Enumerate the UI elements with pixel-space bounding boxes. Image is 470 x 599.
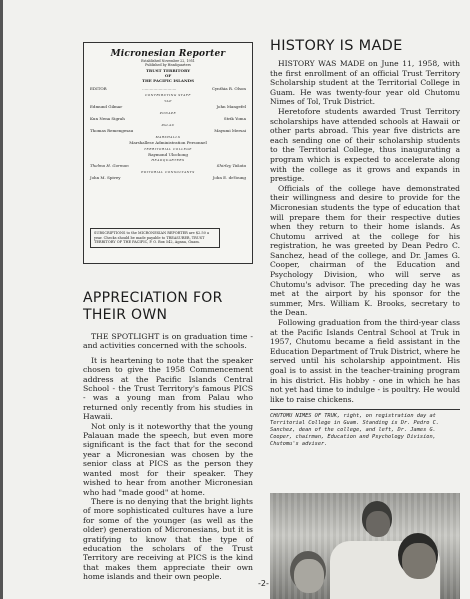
hq-right: Shirley Takata (216, 163, 246, 169)
consultants-row (90, 175, 246, 181)
yap-right: John Mangefel (216, 104, 246, 110)
consultant-left: John M. Spivey (90, 175, 121, 181)
left-paragraph-4: There is no denying that the bright lights of more sophisticated cultures have a lure for some of the younger (as well as the older) generation of Micronesians, but it is gratifying to know that the type of education the scholars of the Trust Territory are receiving at PICS is the kind that makes them appreciate their own home islands and their own people. (83, 496, 253, 582)
caption-rule (270, 409, 460, 410)
ponape-row (90, 116, 246, 122)
ponape-right: Strik Yoma (223, 116, 246, 122)
hq-left: Thelma H. Gorman (90, 163, 129, 169)
right-paragraph-4: Following graduation from the third-year class at the Pacific Islands Central School at Truk in 1957, Chutomu became a field assistant in the Education Department of Truk District, where he served until his scholarship appointment. His goal is to assist in the teacher-training program in his district. His hobby - one in which he has not yet had time to indulge - is poultry. He would like to raise chickens. (270, 318, 460, 404)
photo-face-left (294, 559, 324, 593)
hq-row (90, 163, 246, 169)
subscription-box: SUBSCRIPTIONS to the MICRONESIAN REPORTER are $2.50 a year. Checks should be made payable to TREASURER, TRUST TERRITORY OF THE PACIFIC, P. O. Box 542, Agana, Guam. (90, 228, 220, 248)
left-paragraph-1: THE SPOTLIGHT is on graduation time - and activities concerned with the schools. (83, 332, 253, 351)
left-paragraph-3: Not only is it noteworthy that the young Palauan made the speech, but even more significant is the fact that for the second year a Micronesian was chosen by the senior class at PICS as the person they wanted most for their speaker. They wished to hear from another Micronesian who had "made good" at home. (83, 421, 253, 497)
marshalls-heading: MARSHALLS (155, 135, 181, 140)
left-headline: APPRECIATION FOR THEIR OWN (83, 290, 223, 323)
page-number: -2- (258, 579, 269, 588)
ponape-left: Kun Nena Sigrah (90, 116, 125, 122)
left-column (83, 42, 253, 582)
left-paragraph-2: It is heartening to note that the speaker chosen to give the 1958 Commencement address at the Pacific Islands Central School - the Trust Territory's famous PICS - was a young man from Palau who returned only recently from his studies in Hawaii. (83, 355, 253, 422)
consultant-right: John E. deYoung (212, 175, 246, 181)
established-line: Established November 22, 1951 (141, 59, 195, 63)
palau-left: Thomas Remengesau (90, 128, 134, 134)
yap-heading: YAP (164, 99, 172, 104)
photo-face-right (402, 543, 436, 579)
ponape-heading: PONAPE (159, 111, 177, 116)
photo-caption: CHUTOMU NIMES OF TRUK, right, on registration day at Territorial College in Guam. Standing is Dr. Pedro C. Sanchez, dean of the college, and left, Dr. James G. Cooper, chairman, Education and Psychology Division, Chutomu's adviser. (270, 413, 440, 448)
palau-heading: PALAU (161, 123, 175, 128)
palau-right: Mayumi Mersai (214, 128, 246, 134)
editor-row (90, 86, 246, 92)
org-line-1: TRUST TERRITORY (145, 67, 191, 73)
org-line-2: OF (164, 72, 172, 78)
editor-label: EDITOR (90, 86, 107, 92)
masthead-title: Micronesian Reporter (110, 49, 226, 59)
editor-dots: ........................... (142, 86, 177, 92)
palau-row (90, 128, 246, 134)
right-paragraph-3: Officials of the college have demonstrated their willingness and desire to provide for the Micronesian students the type of education that will prepare them for their respective duties when they return to their home islands. As Chutomu arrived at the college for his registration, he was greeted by Dean Pedro C. Sanchez, head of the college, and Dr. James G. Cooper, chairman of the Education and Psychology Division, who will serve as Chutomu's advisor. The preceding day he was met at the airport by his sponsor for the summer, Mrs. William K. Brooks, secretary to the Dean. (270, 183, 460, 318)
registration-photo (270, 493, 460, 599)
org-line-3: THE PACIFIC ISLANDS (141, 78, 195, 84)
editor-name: Cynthia R. Olson (211, 86, 246, 92)
contributing-heading: CONTRIBUTING STAFF (145, 93, 191, 98)
right-paragraph-2: Heretofore students awarded Trust Territory scholarships have attended schools at Hawaii or other parts abroad. This year five districts are each sending one of their scholarship students to the Territorial College, thus inaugurating a program which is expected to accelerate along with the college as it grows and expands in prestige. (270, 106, 460, 184)
published-by-line: Published by Headquarters (145, 63, 191, 68)
right-paragraph-1: HISTORY WAS MADE on June 11, 1958, with the first enrollment of an official Trust Territory Scholarship student at the Territorial College in Guam. He was twenty-four year old Chutomu Nimes of Tol, Truk District. (270, 59, 460, 107)
right-headline: HISTORY IS MADE (270, 38, 403, 54)
photo-face-standing (366, 511, 390, 537)
yap-left: Edmund Gilmar (90, 104, 123, 110)
college-name: Raymond Ulochong (148, 151, 188, 157)
college-heading: TERRITORIAL COLLEGE (144, 146, 192, 151)
consultants-heading: EDITORIAL CONSULTANTS (141, 170, 195, 175)
marshalls-name: Marshallese Administration Personnel (129, 140, 207, 146)
masthead-box (83, 42, 253, 264)
hq-heading: HEADQUARTERS (151, 158, 185, 163)
yap-row (90, 104, 246, 110)
right-column (270, 38, 460, 448)
